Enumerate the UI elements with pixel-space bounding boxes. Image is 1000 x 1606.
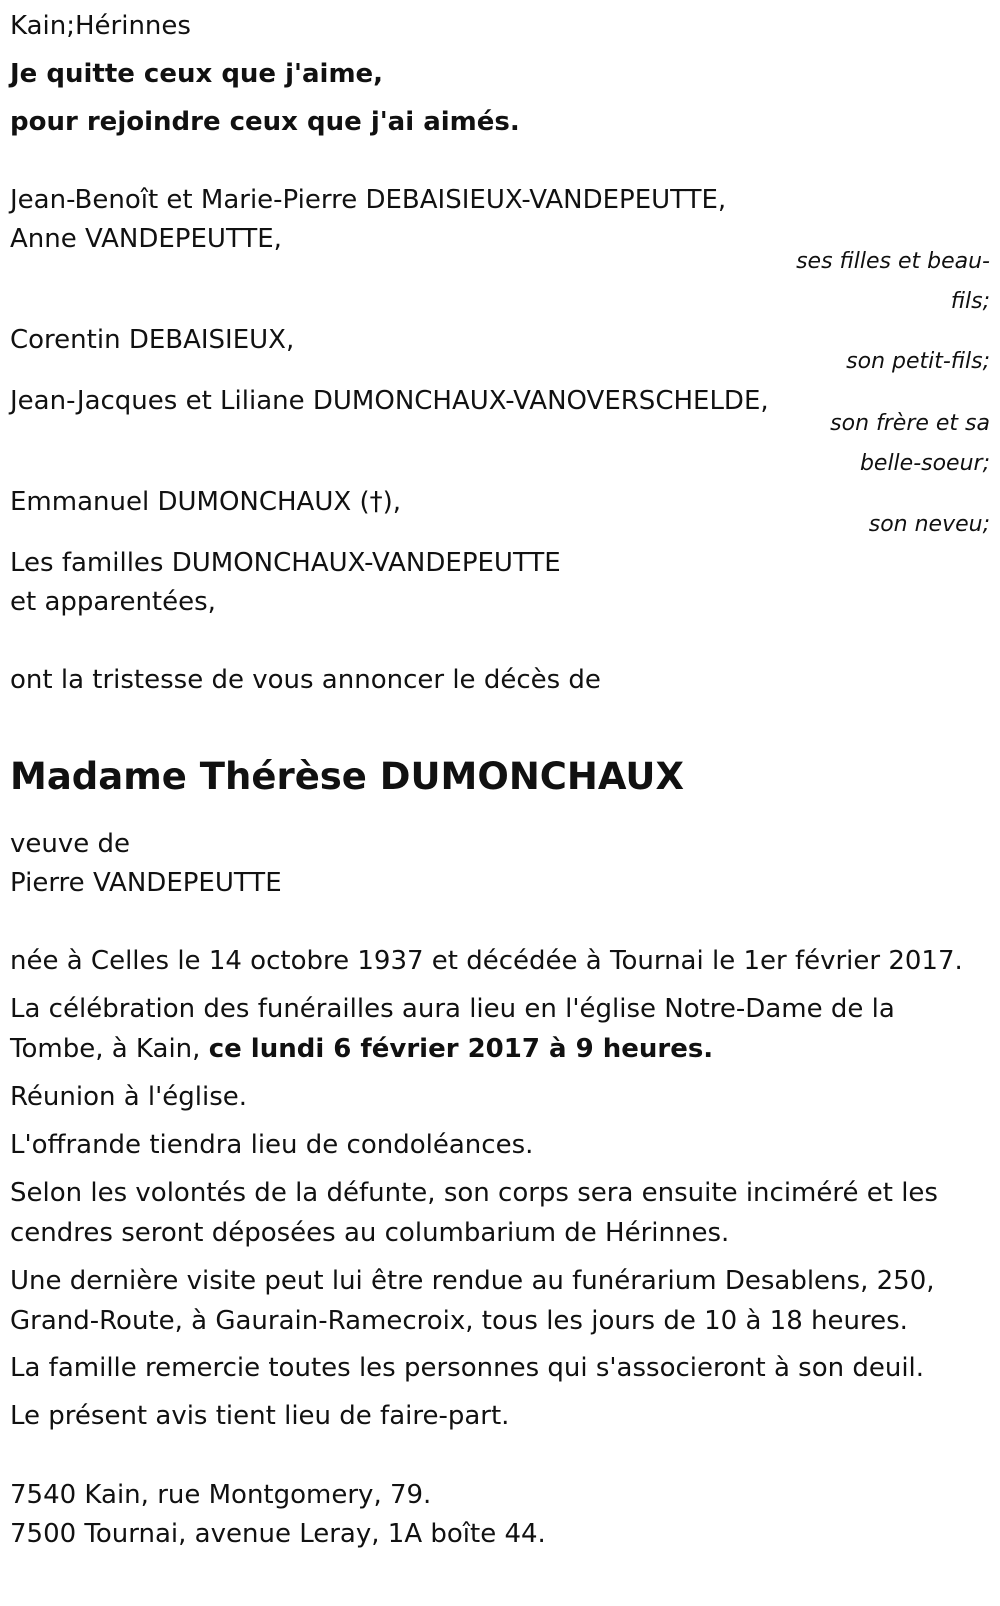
ceremony-time: ce lundi 6 février 2017 à 9 heures. <box>208 1034 714 1064</box>
spouse-name: Pierre VANDEPEUTTE <box>10 868 282 898</box>
relation-label: son petit-fils; <box>846 349 990 374</box>
ceremony-paragraph <box>10 989 970 1069</box>
quote-line-2: pour rejoindre ceux que j'ai aimés. <box>10 107 520 137</box>
address-line: 7540 Kain, rue Montgomery, 79. <box>10 1480 432 1510</box>
quote-line-1: Je quitte ceux que j'aime, <box>10 59 384 89</box>
visit-text: Une dernière visite peut lui être rendue au funérarium Desablens, 250, Grand-Route, à Gaurain-Ramecroix, tous les jours de 10 à 18 heures. <box>10 1266 935 1336</box>
family-name: et apparentées, <box>10 587 216 617</box>
family-name: Jean-Benoît et Marie-Pierre DEBAISIEUX-VANDEPEUTTE, <box>10 185 727 215</box>
location-header: Kain;Hérinnes <box>10 11 191 41</box>
address-line: 7500 Tournai, avenue Leray, 1A boîte 44. <box>10 1519 546 1549</box>
cremation-text: Selon les volontés de la défunte, son corps sera ensuite inciméré et les cendres seront déposées au columbarium de Hérinnes. <box>10 1178 938 1248</box>
relation-label: son frère et sa belle-soeur; <box>830 411 990 476</box>
relation-label: son neveu; <box>868 512 990 537</box>
meeting-text: Réunion à l'église. <box>10 1082 248 1112</box>
family-name: Les familles DUMONCHAUX-VANDEPEUTTE <box>10 548 561 578</box>
widow-label: veuve de <box>10 829 131 859</box>
offering-text: L'offrande tiendra lieu de condoléances. <box>10 1130 534 1160</box>
notice-text: Le présent avis tient lieu de faire-part. <box>10 1401 510 1431</box>
announcement-text: ont la tristesse de vous annoncer le décès de <box>10 665 601 695</box>
birth-death-text: née à Celles le 14 octobre 1937 et décédée à Tournai le 1er février 2017. <box>10 946 963 976</box>
ceremony-text: La célébration des funérailles aura lieu en l'église Notre-Dame de la Tombe, à Kain, <box>10 994 895 1064</box>
family-name: Anne VANDEPEUTTE, <box>10 224 282 254</box>
family-name: Jean-Jacques et Liliane DUMONCHAUX-VANOVERSCHELDE, <box>10 386 769 416</box>
thanks-text: La famille remercie toutes les personnes qui s'associeront à son deuil. <box>10 1353 925 1383</box>
family-name: Emmanuel DUMONCHAUX (†), <box>10 487 402 517</box>
deceased-name: Madame Thérèse DUMONCHAUX <box>10 755 684 798</box>
relation-label: ses filles et beau-fils; <box>796 249 990 314</box>
family-name: Corentin DEBAISIEUX, <box>10 325 295 355</box>
